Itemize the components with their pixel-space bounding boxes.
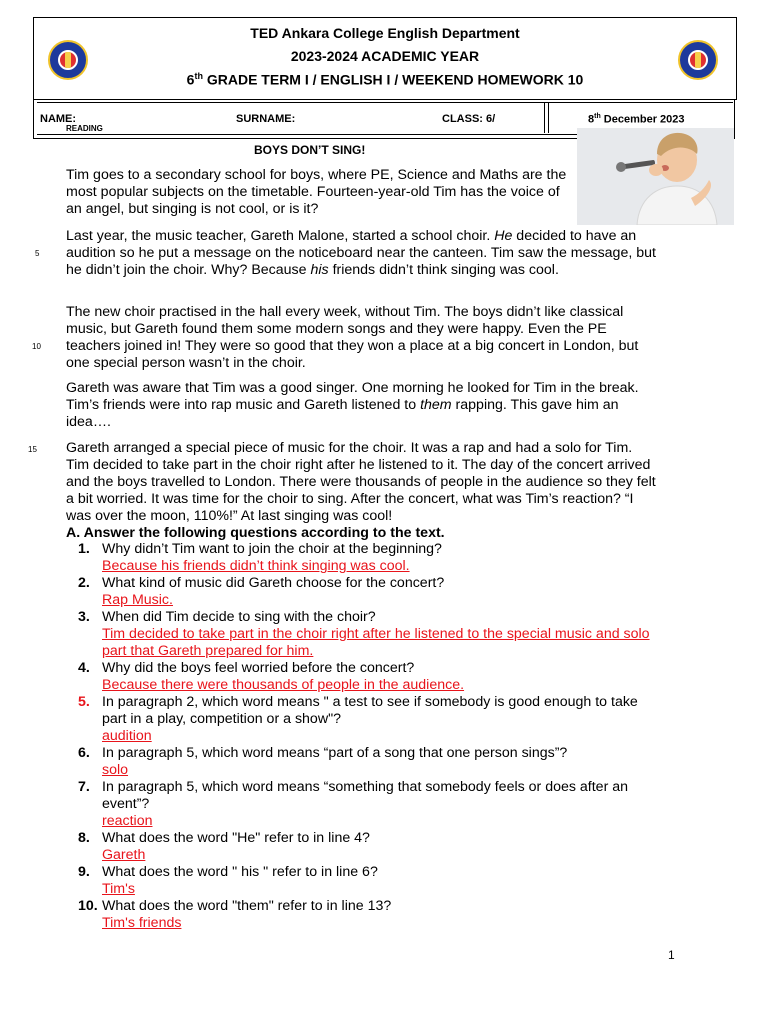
question-number: 9.	[78, 864, 90, 880]
question-text: What does the word "He" refer to in line 4?	[102, 830, 370, 846]
question-number: 7.	[78, 779, 90, 795]
date-label: 8th December 2023	[588, 113, 685, 126]
answer-text: solo	[102, 762, 129, 778]
question-number: 4.	[78, 660, 90, 676]
answer-text: Gareth	[102, 847, 146, 863]
question-number: 1.	[78, 541, 90, 557]
question-item	[66, 864, 666, 898]
question-number: 8.	[78, 830, 90, 846]
line-number-5: 5	[35, 249, 40, 258]
section-label: READING	[66, 124, 103, 133]
school-logo-icon	[48, 40, 88, 80]
answer-text: Tim's friends	[102, 915, 182, 931]
paragraph-4: Gareth was aware that Tim was a good singer. One morning he looked for Tim in the break. Tim’s friends were into rap music and Gareth listened to them rapping. This gave him an idea….	[66, 380, 639, 430]
question-item	[66, 609, 666, 660]
paragraph-1: Tim goes to a secondary school for boys, where PE, Science and Maths are the most popular subjects on the timetable. Fourteen-year-old Tim has the voice of an angel, but singing is not cool, or is it?	[66, 167, 567, 217]
school-logo-icon	[678, 40, 718, 80]
question-item	[66, 745, 666, 779]
question-text: What does the word " his " refer to in line 6?	[102, 864, 378, 880]
questions-list	[66, 541, 666, 932]
line-number-10: 10	[32, 342, 41, 351]
school-department: TED Ankara College English Department	[250, 25, 520, 41]
class-label: CLASS: 6/	[442, 113, 496, 125]
story-title: BOYS DON’T SING!	[254, 143, 366, 157]
question-text: In paragraph 5, which word means “something that somebody feels or does after an event”?	[102, 779, 629, 812]
question-text: When did Tim decide to sing with the choir?	[102, 609, 376, 625]
question-text: What kind of music did Gareth choose for the concert?	[102, 575, 445, 591]
surname-label: SURNAME:	[236, 113, 296, 125]
name-label: NAME:	[40, 113, 77, 125]
question-text: In paragraph 2, which word means " a test to see if somebody is good enough to take part in a play, competition or a show"?	[102, 694, 638, 727]
answer-text: Tim's	[102, 881, 135, 897]
question-number: 5.	[78, 694, 90, 710]
question-item	[66, 575, 666, 609]
question-number: 10.	[78, 898, 98, 914]
page-number: 1	[668, 948, 675, 962]
paragraph-2: Last year, the music teacher, Gareth Malone, started a school choir. He decided to have an audition so he put a message on the noticeboard near the canteen. Tim saw the message, but he didn’t join the choir. Why? Because his friends didn’t think singing was cool.	[66, 228, 656, 278]
answer-text: Tim decided to take part in the choir right after he listened to the special music and solo part that Gareth prepared for him.	[102, 626, 650, 659]
question-text: Why did the boys feel worried before the concert?	[102, 660, 415, 676]
answer-text: audition	[102, 728, 152, 744]
question-item	[66, 694, 666, 745]
academic-year: 2023-2024 ACADEMIC YEAR	[290, 48, 480, 64]
question-number: 2.	[78, 575, 90, 591]
answer-text: Because there were thousands of people in the audience.	[102, 677, 465, 693]
homework-title: 6th GRADE TERM I / ENGLISH I / WEEKEND HOMEWORK 10	[186, 71, 584, 88]
question-text: In paragraph 5, which word means “part of a song that one person sings”?	[102, 745, 568, 761]
paragraph-3: The new choir practised in the hall every week, without Tim. The boys didn’t like classical music, but Gareth found them some modern songs and they were happy. Even the PE teachers joined in! They were so good that they won a place at a big concert in London, but one special person wasn’t in the choir.	[66, 304, 639, 371]
question-item	[66, 660, 666, 694]
question-text: What does the word "them" refer to in line 13?	[102, 898, 392, 914]
paragraph-5: Gareth arranged a special piece of music for the choir. It was a rap and had a solo for Tim. Tim decided to take part in the choir right after he listened to it. The day of the concert arrived and the boys travelled to London. There were thousands of people in the audience so they felt a bit worried. It was time for the choir to sing. After the concert, what was Tim’s reaction? “I was over the moon, 110%!” At last singing was cool!	[66, 440, 656, 524]
line-number-15: 15	[28, 445, 37, 454]
question-item	[66, 779, 666, 830]
answer-text: Because his friends didn’t think singing was cool.	[102, 558, 410, 574]
question-number: 6.	[78, 745, 90, 761]
question-text: Why didn’t Tim want to join the choir at the beginning?	[102, 541, 442, 557]
question-item	[66, 830, 666, 864]
boy-singing-photo	[577, 128, 734, 225]
question-item	[66, 898, 666, 932]
questions-heading: A. Answer the following questions according to the text.	[66, 525, 445, 541]
header-title-cell	[33, 17, 737, 100]
answer-text: reaction	[102, 813, 153, 829]
answer-text: Rap Music.	[102, 592, 173, 608]
question-item	[66, 541, 666, 575]
question-number: 3.	[78, 609, 90, 625]
